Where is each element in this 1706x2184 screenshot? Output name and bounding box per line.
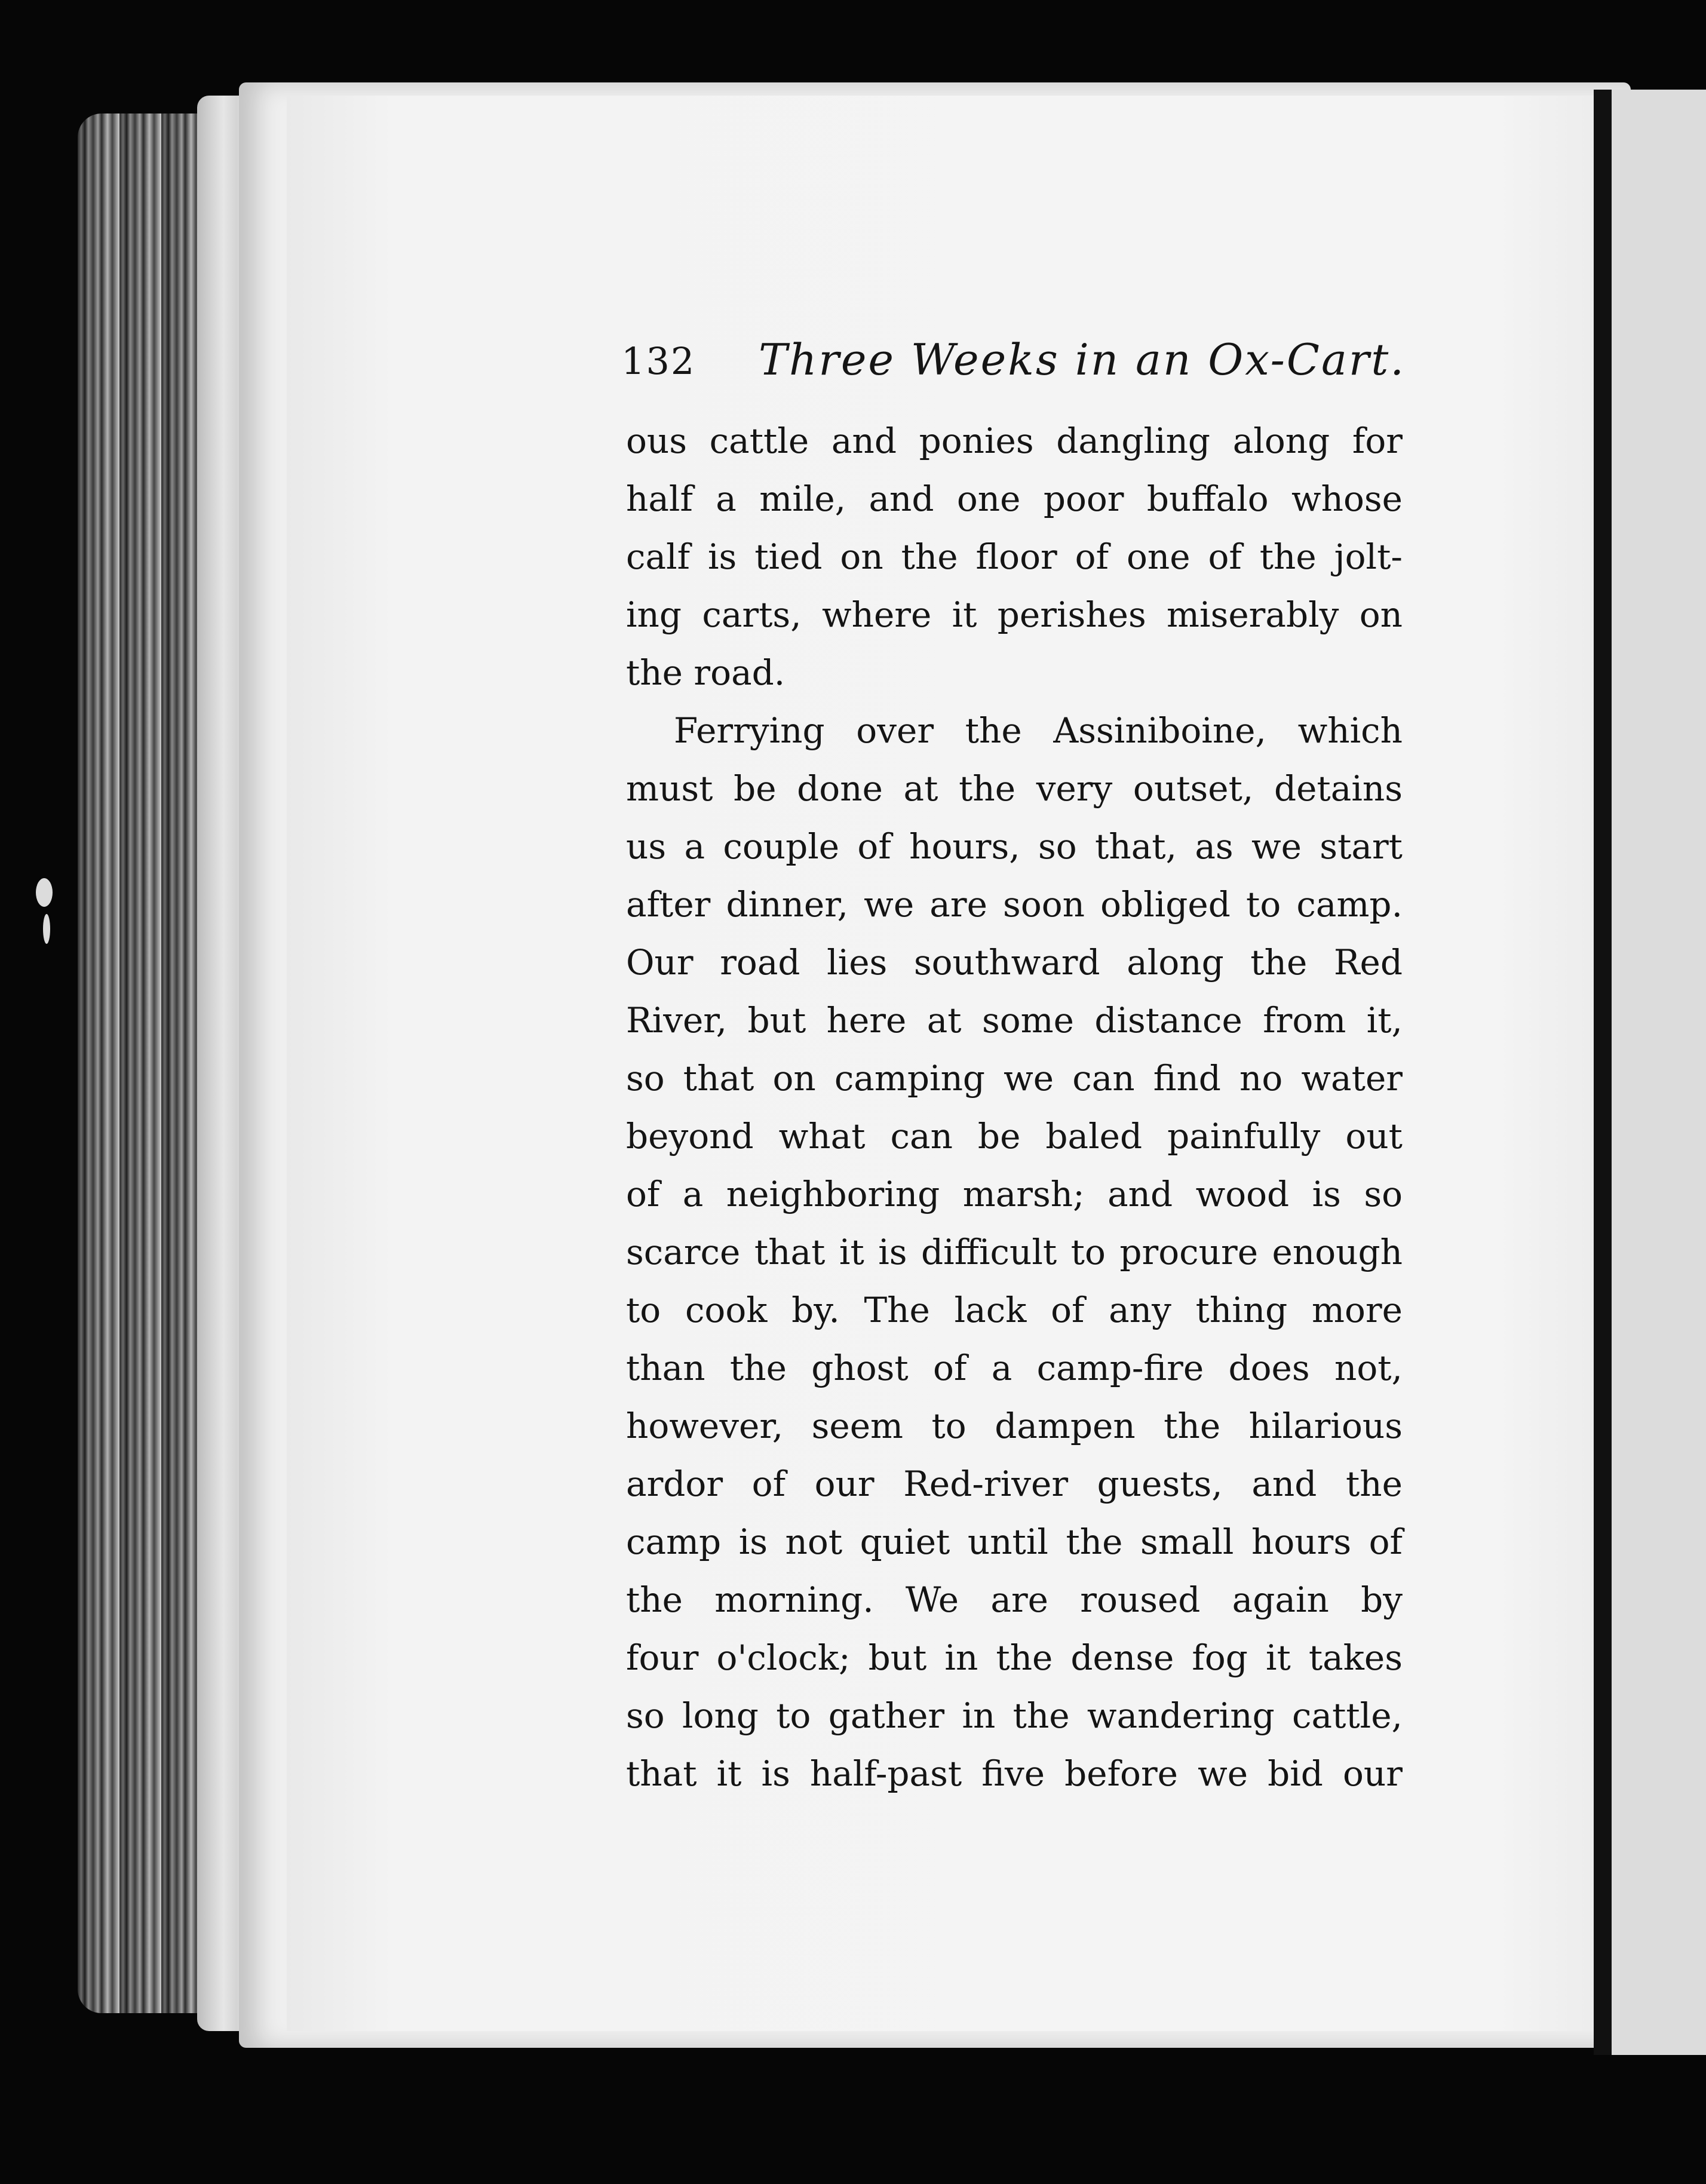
text-line: so long to gather in the wandering cattle, bbox=[626, 1695, 1403, 1736]
scan-speck bbox=[36, 878, 53, 907]
text-line: must be done at the very outset, detains bbox=[626, 768, 1403, 809]
text-line: Ferrying over the Assiniboine, which bbox=[674, 710, 1403, 751]
text-line: River, but here at some distance from it, bbox=[626, 1000, 1403, 1041]
text-line: the morning. We are roused again by bbox=[626, 1579, 1403, 1620]
running-header bbox=[621, 335, 1406, 400]
text-line: beyond what can be baled painfully out bbox=[626, 1116, 1403, 1157]
facing-page-edge bbox=[1612, 90, 1706, 2055]
body-text bbox=[626, 412, 1403, 1803]
text-line: of a neighboring marsh; and wood is so bbox=[626, 1174, 1403, 1214]
book-gutter bbox=[1594, 90, 1612, 2055]
text-line: calf is tied on the floor of one of the jolt- bbox=[626, 536, 1403, 577]
text-line: camp is not quiet until the small hours of bbox=[626, 1522, 1403, 1562]
text-line: ardor of our Red-river guests, and the bbox=[626, 1464, 1403, 1504]
text-line: after dinner, we are soon obliged to camp. bbox=[626, 884, 1403, 925]
running-title: Three Weeks in an Ox-Cart. bbox=[759, 335, 1406, 385]
page-number: 132 bbox=[621, 339, 696, 383]
text-line: however, seem to dampen the hilarious bbox=[626, 1406, 1403, 1446]
text-line: us a couple of hours, so that, as we start bbox=[626, 826, 1403, 867]
text-line: so that on camping we can find no water bbox=[626, 1058, 1403, 1099]
text-line: half a mile, and one poor buffalo whose bbox=[626, 478, 1403, 519]
text-line: than the ghost of a camp-fire does not, bbox=[626, 1348, 1403, 1388]
text-line: ing carts, where it perishes miserably on bbox=[626, 594, 1403, 635]
text-line: that it is half-past five before we bid our bbox=[626, 1753, 1403, 1794]
text-line: ous cattle and ponies dangling along for bbox=[626, 421, 1403, 461]
scan-speck bbox=[43, 914, 50, 944]
text-line: the road. bbox=[626, 652, 786, 693]
text-line: Our road lies southward along the Red bbox=[626, 942, 1403, 983]
text-line: to cook by. The lack of any thing more bbox=[626, 1290, 1403, 1330]
text-line: four o'clock; but in the dense fog it takes bbox=[626, 1637, 1403, 1678]
text-line: scarce that it is difficult to procure enough bbox=[626, 1232, 1403, 1272]
